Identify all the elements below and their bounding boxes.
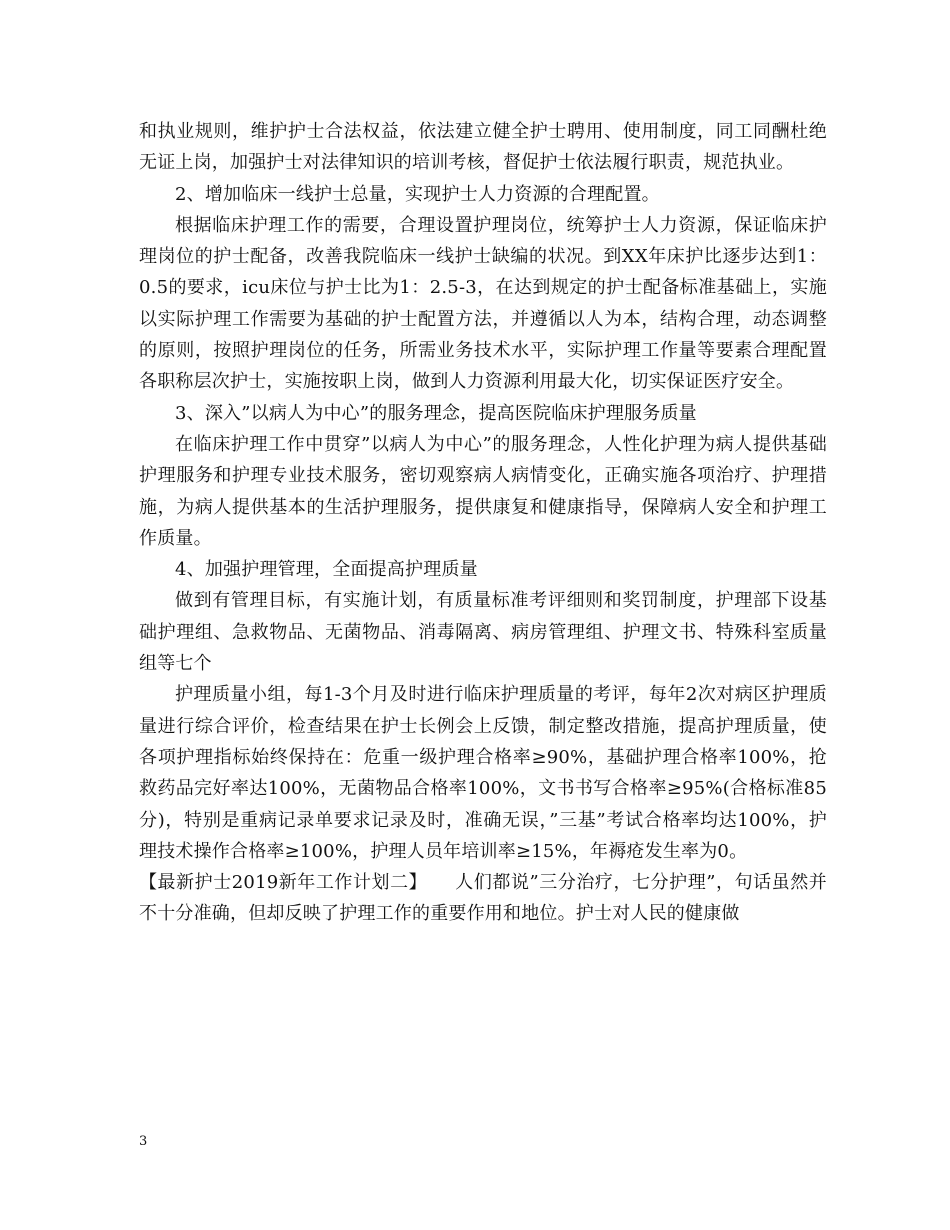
- section-heading-2: 2、增加临床一线护士总量，实现护士人力资源的合理配置。: [175, 183, 660, 205]
- paragraph-5: 在临床护理工作中贯穿”以病人为中心”的服务理念，人性化护理为病人提供基础护理服务和护理专业技术服务，密切观察病人病情变化，正确实施各项治疗、护理措施，为病人提供基本的生活护理服务，提供康复和健康指导，保障病人安全和护理工作质量。: [139, 433, 827, 549]
- paragraph-9: 【最新护士2019新年工作计划二】 人们都说”三分治疗，七分护理”，句话虽然并不十分准确，但却反映了护理工作的重要作用和地位。护士对人民的健康做: [139, 872, 827, 925]
- page-number: 3: [139, 1134, 148, 1149]
- paragraph-1: 和执业规则，维护护士合法权益，依法建立健全护士聘用、使用制度，同工同酬杜绝无证上岗，加强护士对法律知识的培训考核，督促护士依法履行职责，规范执业。: [139, 121, 827, 174]
- paragraph-3: 根据临床护理工作的需要，合理设置护理岗位，统筹护士人力资源，保证临床护理岗位的护士配备，改善我院临床一线护士缺编的状况。到XX年床护比逐步达到1：0.5的要求，icu床位与护士比为1：2.5-3，在达到规定的护士配备标准基础上，实施以实际护理工作需要为基础的护士配置方法，并遵循以人为本，结构合理，动态调整的原则，按照护理岗位的任务，所需业务技术水平，实际护理工作量等要素合理配置各职称层次护士，实施按职上岗，做到人力资源利用最大化，切实保证医疗安全。: [139, 214, 827, 393]
- document-body: [139, 116, 827, 930]
- section-heading-4: 4、加强护理管理，全面提高护理质量: [175, 559, 478, 581]
- paragraph-8: 护理质量小组，每1-3个月及时进行临床护理质量的考评，每年2次对病区护理质量进行综合评价，检查结果在护士长例会上反馈，制定整改措施，提高护理质量，使各项护理指标始终保持在：危重一级护理合格率≥90%，基础护理合格率100%，抢救药品完好率达100%，无菌物品合格率100%，文书书写合格率≥95%(合格标准85分)，特别是重病记录单要求记录及时，准确无误，”三基”考试合格率均达100%，护理技术操作合格率≥100%，护理人员年培训率≥15%，年褥疮发生率为0。: [139, 684, 827, 862]
- paragraph-7: 做到有管理目标，有实施计划，有质量标准考评细则和奖罚制度，护理部下设基础护理组、急救物品、无菌物品、消毒隔离、病房管理组、护理文书、特殊科室质量组等七个: [139, 590, 827, 675]
- section-heading-3: 3、深入”以病人为中心”的服务理念，提高医院临床护理服务质量: [175, 402, 697, 424]
